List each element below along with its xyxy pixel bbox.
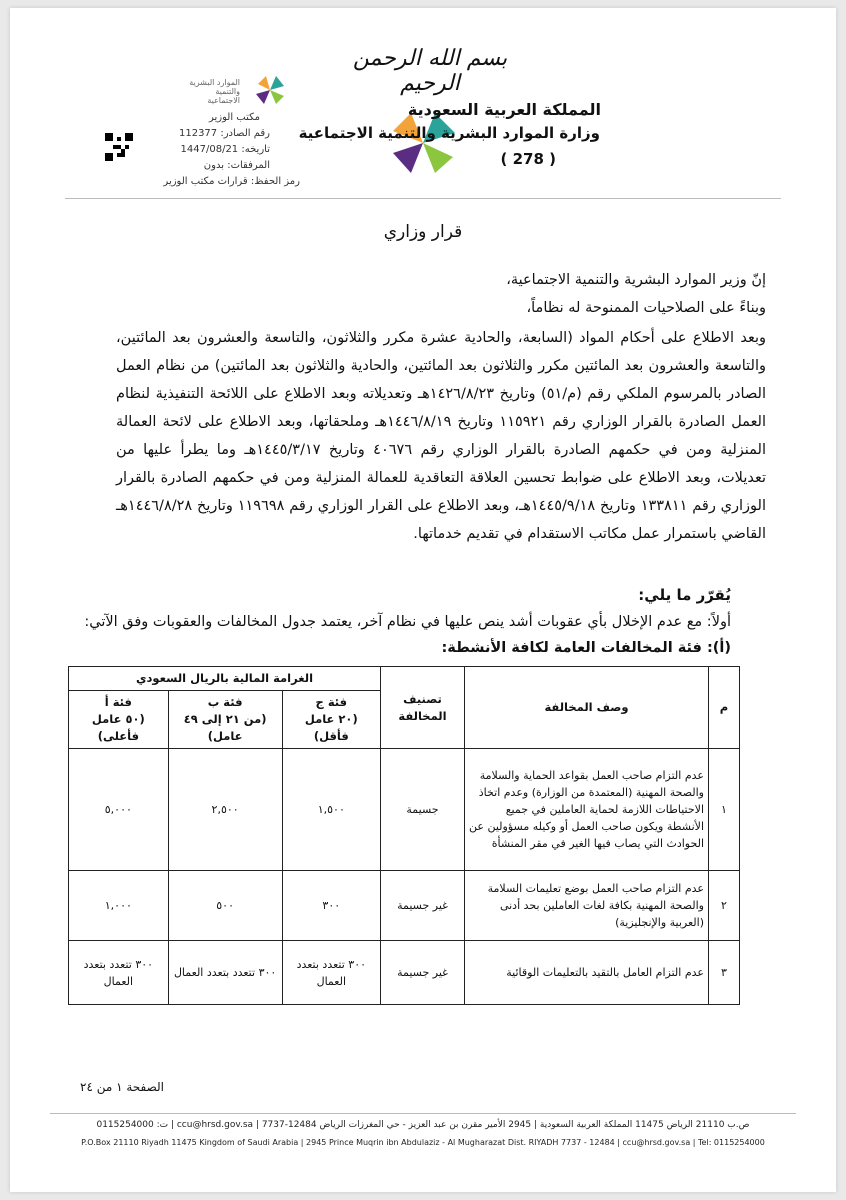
date-line: تاريخه: 1447/08/21 — [180, 144, 270, 155]
header-class: تصنيف المخالفة — [381, 667, 465, 749]
table-row: ٣ عدم التزام العامل بالتقيد بالتعليمات الوقائية غير جسيمة ٣٠٠ تتعدد بتعدد العمال ٣٠٠ تتعدد بتعدد العمال ٣٠٠ تتعدد بتعدد العمال — [69, 941, 740, 1005]
table-row: ٢ عدم التزام صاحب العمل بوضع تعليمات السلامة والصحة المهنية بكافة لغات العاملين بحد أدنى (العربية والإنجليزية) غير جسيمة ٣٠٠ ٥٠٠ ١,٠٠٠ — [69, 871, 740, 941]
ministry-logo-small — [240, 70, 300, 110]
header-cat-c: فئة ج (٢٠ عامل فأقل) — [282, 691, 380, 749]
kingdom-name: المملكة العربية السعودية — [407, 100, 601, 119]
paragraph-3: وبعد الاطلاع على أحكام المواد (السابعة، والحادية عشرة مكرر والثلاثون، والتاسعة والعشرون بعد المائتين، والتاسعة والعشرون بعد المائتين مكرر والثلاثون بعد المائتين، والحادية والثلاثون بعد المائتين) من نظام العمل الصادر بالمرسوم الملكي رقم (م/٥١) وتاريخ ١٤٢٦/٨/٢٣هـ وتعديلاته وبعد الاطلاع على اللائحة التنفيذية لنظام العمل الصادرة بالقرار الوزاري رقم ١١٥٩٢١ وتاريخ ١٤٤٦/٨/١٩هـ وملحقاتها، وبعد الاطلاع على لائحة العمالة المنزلية ومن في حكمهم الصادرة بالقرار الوزاري رقم ٤٠٦٧٦ وتاريخ ١٤٤٥/٣/١٧هـ وما يطرأ عليها من تعديلات، وبعد الاطلاع على ضوابط تحسين العلاقة التعاقدية للعمالة المنزلية ومن في حكمهم الصادرة بالقرار الوزاري رقم ١٣٣٨١١ وتاريخ ١٤٤٥/٩/١٨هـ، وبعد الاطلاع على القرار الوزاري رقم ١١٩٦٩٨ وتاريخ ١٤٤٦/٨/٢٨هـ القاضي باستمرار عمل مكاتب الاستقدام في تقديم خدماتها. — [116, 330, 767, 542]
footer-address-en: P.O.Box 21110 Riyadh 11475 Kingdom of Saudi Arabia | 2945 Prince Muqrin ibn Abdulaziz - Al Mugharazat Dist. RIYADH 7737 - 12484 | ccu@hrsd.gov.sa | Tel: 0115254000 — [81, 1138, 765, 1147]
ref-line: رقم الصادر: 112377 — [178, 128, 270, 139]
document-page — [10, 8, 836, 1192]
header-fine: الغرامة المالية بالريال السعودي — [69, 667, 381, 691]
header-desc: وصف المخالفة — [465, 667, 709, 749]
attach-line: المرفقات: بدون — [203, 160, 270, 171]
violations-table — [68, 666, 740, 1005]
header-divider — [65, 198, 781, 199]
footer-divider — [50, 1113, 796, 1114]
decides-heading: يُقرّر ما يلي: — [638, 586, 731, 604]
small-logo-text: الموارد البشرية والتنمية الاجتماعية — [189, 78, 240, 105]
subsection-a: (أ): فئة المخالفات العامة لكافة الأنشطة: — [441, 640, 731, 656]
page-number: الصفحة ١ من ٢٤ — [80, 1080, 165, 1094]
paragraph-1: إنّ وزير الموارد البشرية والتنمية الاجتماعية، — [506, 272, 766, 288]
office-label: مكتب الوزير — [208, 112, 260, 123]
document-title: قرار وزاري — [383, 222, 463, 242]
header-cat-a: فئة أ (٥٠ عامل فأعلى) — [69, 691, 169, 749]
header-no: م — [709, 667, 740, 749]
item-1: أولاً: مع عدم الإخلال بأي عقوبات أشد ينص عليها في نظام آخر، يعتمد جدول المخالفات والعقوبات وفق الآتي: — [84, 614, 731, 630]
footer-address-ar: ص.ب 21110 الرياض 11475 المملكة العربية السعودية | 2945 الأمير مقرن بن عبد العزيز - حي المغرزات الرياض 12484-7737 | ccu@hrsd.gov.sa | ت: 0115254000 — [96, 1120, 750, 1130]
ministry-name: وزارة الموارد البشرية والتنمية الاجتماعية — [298, 124, 600, 142]
decision-number: ( 278 ) — [500, 150, 556, 168]
header-cat-b: فئة ب (من ٢١ إلى ٤٩ عامل) — [168, 691, 282, 749]
paragraph-2: وبناءً على الصلاحيات الممنوحة له نظاماً، — [526, 300, 766, 316]
qr-code — [105, 133, 133, 161]
table-row: ١ عدم التزام صاحب العمل بقواعد الحماية والسلامة والصحة المهنية (المعتمدة من الوزارة) وعدم اتخاذ الاحتياطات اللازمة لحماية العاملين في جميع الأنشطة ويكون صاحب العمل أو وكيله مسؤولين عن الحوادث التي يصاب فيها الغير في مقر المنشأة جسيمة ١,٥٠٠ ٢,٥٠٠ ٥,٠٠٠ — [69, 749, 740, 871]
archive-line: رمز الحفظ: قرارات مكتب الوزير — [163, 176, 300, 187]
basmala: بسم الله الرحمن الرحيم — [352, 46, 508, 96]
